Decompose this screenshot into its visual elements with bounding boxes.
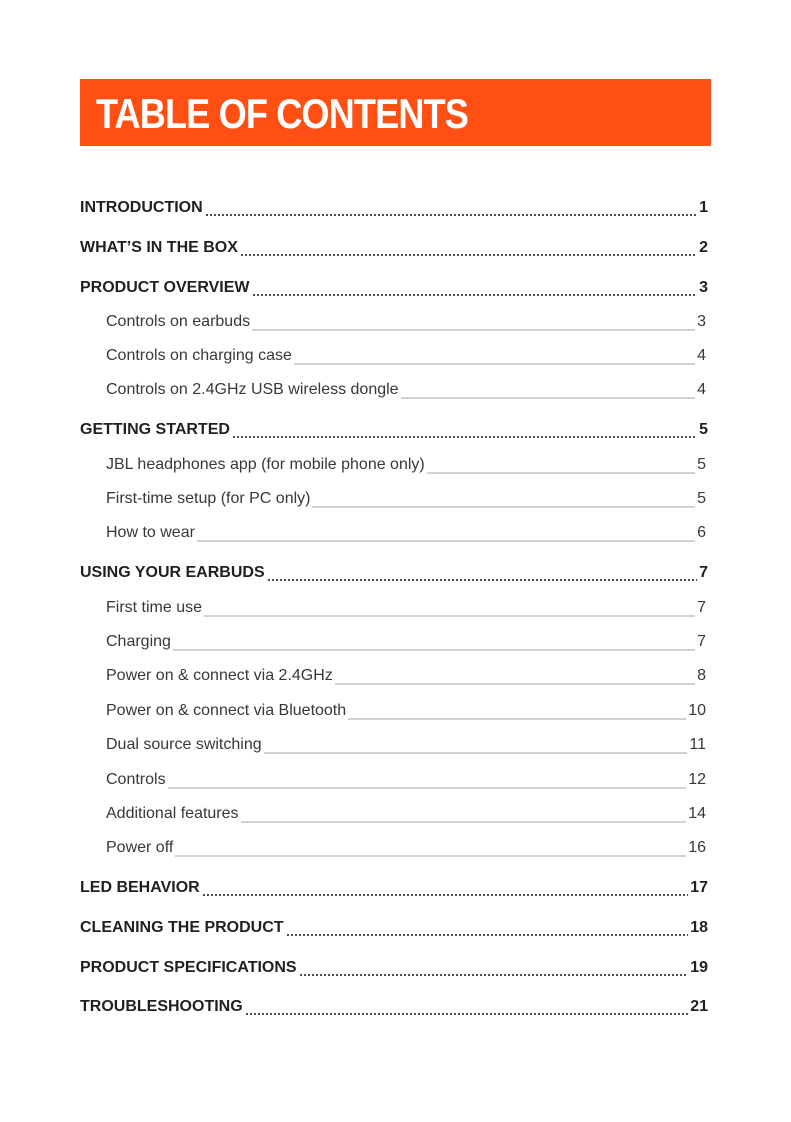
toc-entry-label: TROUBLESHOOTING <box>80 998 243 1015</box>
toc-subentry-controls-on-charging-case[interactable] <box>106 347 706 369</box>
toc-entry-page: 8 <box>697 667 706 684</box>
dot-leader <box>286 934 689 936</box>
toc-entry-led-behavior[interactable] <box>80 879 708 901</box>
toc-entry-cleaning-the-product[interactable] <box>80 919 708 941</box>
toc-entry-page: 10 <box>688 702 706 719</box>
dot-leader <box>427 472 695 474</box>
dot-leader <box>335 683 695 685</box>
toc-entry-label: JBL headphones app (for mobile phone only) <box>106 456 425 473</box>
toc-subentry-first-time-setup[interactable] <box>106 490 706 512</box>
toc-entry-page: 1 <box>699 199 708 216</box>
toc-subentry-jbl-headphones-app[interactable] <box>106 456 706 478</box>
toc-entry-troubleshooting[interactable] <box>80 998 708 1020</box>
dot-leader <box>312 506 695 508</box>
toc-entry-introduction[interactable] <box>80 199 708 221</box>
toc-entry-product-overview[interactable] <box>80 279 708 301</box>
toc-entry-label: GETTING STARTED <box>80 421 230 438</box>
dot-leader <box>202 894 688 896</box>
toc-entry-page: 19 <box>690 959 708 976</box>
toc-subentry-controls[interactable] <box>106 771 706 793</box>
toc-entry-label: Controls on 2.4GHz USB wireless dongle <box>106 381 399 398</box>
toc-entry-page: 11 <box>689 736 706 753</box>
toc-entry-page: 2 <box>699 239 708 256</box>
toc-entry-page: 3 <box>699 279 708 296</box>
toc-subentry-charging[interactable] <box>106 633 706 655</box>
page-title: TABLE OF CONTENTS <box>96 90 468 137</box>
toc-subentry-power-off[interactable] <box>106 839 706 861</box>
toc-subentry-first-time-use[interactable] <box>106 599 706 621</box>
toc-entry-label: Power on & connect via Bluetooth <box>106 702 347 719</box>
dot-leader <box>348 718 686 720</box>
toc-entry-label: How to wear <box>106 524 195 541</box>
dot-leader <box>245 1013 689 1015</box>
toc-entry-label: PRODUCT OVERVIEW <box>80 279 250 296</box>
toc-subentry-additional-features[interactable] <box>106 805 706 827</box>
toc-subentry-controls-on-earbuds[interactable] <box>106 313 706 335</box>
toc-entry-label: Additional features <box>106 805 239 822</box>
toc-entry-label: WHAT’S IN THE BOX <box>80 239 238 256</box>
toc-entry-label: USING YOUR EARBUDS <box>80 564 265 581</box>
dot-leader <box>168 787 687 789</box>
toc-entry-label: Controls <box>106 771 166 788</box>
toc-entry-label: Power on & connect via 2.4GHz <box>106 667 333 684</box>
dot-leader <box>267 579 697 581</box>
toc-entry-product-specifications[interactable] <box>80 959 708 981</box>
toc-entry-page: 4 <box>697 347 706 364</box>
dot-leader <box>294 363 695 365</box>
dot-leader <box>175 855 686 857</box>
toc-subentry-connect-24ghz[interactable] <box>106 667 706 689</box>
toc-entry-label: Dual source switching <box>106 736 262 753</box>
toc-entry-page: 5 <box>697 490 706 507</box>
toc-entry-page: 7 <box>699 564 708 581</box>
dot-leader <box>241 821 687 823</box>
dot-leader <box>401 397 696 399</box>
toc-entry-page: 5 <box>697 456 706 473</box>
toc-entry-page: 14 <box>688 805 706 822</box>
toc-entry-label: Power off <box>106 839 174 856</box>
dot-leader <box>240 254 697 256</box>
toc-entry-label: First time use <box>106 599 203 616</box>
toc-entry-page: 5 <box>699 421 708 438</box>
dot-leader <box>197 540 695 542</box>
dot-leader <box>205 214 697 216</box>
toc-subentry-connect-bluetooth[interactable] <box>106 702 706 724</box>
toc-entry-page: 3 <box>697 313 706 330</box>
toc-entry-label: Charging <box>106 633 171 650</box>
toc-entry-using-your-earbuds[interactable] <box>80 564 708 586</box>
toc-subentry-dual-source-switching[interactable] <box>106 736 706 758</box>
toc-entry-page: 21 <box>690 998 708 1015</box>
toc-entry-label: PRODUCT SPECIFICATIONS <box>80 959 297 976</box>
dot-leader <box>204 615 695 617</box>
toc-entry-label: INTRODUCTION <box>80 199 203 216</box>
dot-leader <box>264 752 688 754</box>
toc-subentry-controls-on-dongle[interactable] <box>106 381 706 403</box>
toc-entry-whats-in-the-box[interactable] <box>80 239 708 261</box>
toc-entry-page: 12 <box>688 771 706 788</box>
toc-entry-page: 4 <box>697 381 706 398</box>
toc-entry-getting-started[interactable] <box>80 421 708 443</box>
toc-entry-page: 18 <box>690 919 708 936</box>
dot-leader <box>173 649 695 651</box>
toc-entry-page: 7 <box>697 633 706 650</box>
dot-leader <box>252 329 695 331</box>
toc-entry-page: 17 <box>690 879 708 896</box>
toc-entry-page: 16 <box>688 839 706 856</box>
toc-entry-label: First-time setup (for PC only) <box>106 490 311 507</box>
toc-entry-page: 7 <box>697 599 706 616</box>
dot-leader <box>299 974 689 976</box>
toc-entry-label: Controls on earbuds <box>106 313 251 330</box>
toc-entry-label: LED BEHAVIOR <box>80 879 200 896</box>
dot-leader <box>232 436 697 438</box>
toc-entry-label: CLEANING THE PRODUCT <box>80 919 284 936</box>
toc-subentry-how-to-wear[interactable] <box>106 524 706 546</box>
dot-leader <box>252 294 698 296</box>
toc-entry-label: Controls on charging case <box>106 347 292 364</box>
toc-entry-page: 6 <box>697 524 706 541</box>
